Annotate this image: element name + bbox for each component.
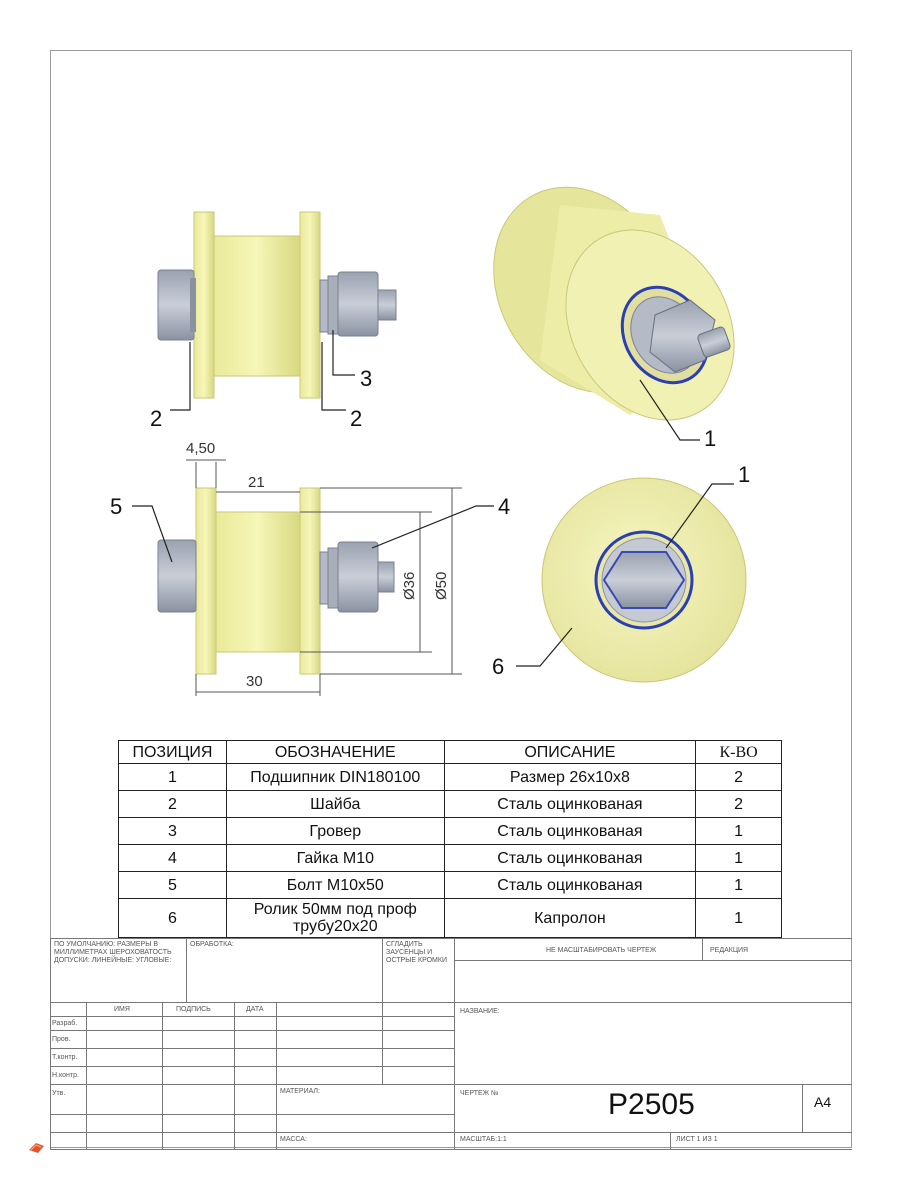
material-label: МАТЕРИАЛ: <box>280 1088 320 1095</box>
cell-pos: 2 <box>119 791 227 818</box>
sheet-label: ЛИСТ 1 ИЗ 1 <box>676 1136 718 1143</box>
cell-desc: Сталь оцинкованая <box>444 845 696 872</box>
drawing-no-label: ЧЕРТЕЖ № <box>460 1090 499 1097</box>
table-row <box>119 899 782 938</box>
cell-pos: 1 <box>119 764 227 791</box>
cell-name: Гайка М10 <box>226 845 444 872</box>
table-row <box>119 845 782 872</box>
cell-pos: 5 <box>119 872 227 899</box>
corner-mark-icon <box>28 1140 46 1154</box>
col-sign-label: ПОДПИСЬ <box>176 1006 211 1013</box>
edges-label: СГЛАДИТЬ ЗАУСЕНЦЫ И ОСТРЫЕ КРОМКИ <box>386 941 448 964</box>
cell-name: Шайба <box>226 791 444 818</box>
tolerance-label: ПО УМОЛЧАНИЮ: РАЗМЕРЫ В МИЛЛИМЕТРАХ ШЕРОХОВАТОСТЬ ДОПУСКИ: ЛИНЕЙНЫЕ: УГЛОВЫЕ: <box>54 941 172 964</box>
callout-1-iso: 1 <box>704 426 717 451</box>
cell-pos: 6 <box>119 899 227 938</box>
front-view <box>492 462 750 682</box>
cell-qty: 1 <box>696 899 782 938</box>
row-dev-label: Разраб. <box>52 1020 78 1027</box>
row-check-label: Пров. <box>52 1036 71 1043</box>
callout-5: 5 <box>110 494 123 519</box>
table-row <box>119 791 782 818</box>
dim-flange: 4,50 <box>186 440 216 457</box>
callout-2-right: 2 <box>350 406 363 431</box>
header-description: ОПИСАНИЕ <box>444 741 696 764</box>
dim-diameter-outer: Ø50 <box>433 571 450 600</box>
cell-qty: 2 <box>696 791 782 818</box>
col-date-label: ДАТА <box>246 1006 264 1013</box>
col-name-label: ИМЯ <box>114 1006 130 1013</box>
header-position: ПОЗИЦИЯ <box>119 741 227 764</box>
dim-inner-width: 21 <box>248 474 265 491</box>
scale-label: МАСШТАБ:1:1 <box>460 1136 507 1143</box>
drawing-number: P2505 <box>608 1088 695 1121</box>
sheet-size: A4 <box>814 1094 832 1110</box>
cell-name: Болт М10x50 <box>226 872 444 899</box>
table-row <box>119 764 782 791</box>
callout-1-front: 1 <box>738 462 751 487</box>
title-label: НАЗВАНИЕ: <box>460 1008 500 1015</box>
isometric-view <box>457 154 767 451</box>
mass-label: МАССА: <box>280 1136 307 1143</box>
side-view-dimensioned <box>110 440 510 696</box>
cell-desc: Сталь оцинкованая <box>444 818 696 845</box>
cell-qty: 1 <box>696 872 782 899</box>
table-row <box>119 818 782 845</box>
cell-qty: 2 <box>696 764 782 791</box>
cell-pos: 4 <box>119 845 227 872</box>
no-scale-label: НЕ МАСШТАБИРОВАТЬ ЧЕРТЕЖ <box>546 947 657 954</box>
cell-desc: Капролон <box>444 899 696 938</box>
callout-6: 6 <box>492 654 505 679</box>
callout-2-left: 2 <box>150 406 163 431</box>
callout-4: 4 <box>498 494 511 519</box>
cell-name: Ролик 50мм под проф трубу20x20 <box>226 899 444 938</box>
cell-desc: Размер 26x10x8 <box>444 764 696 791</box>
row-norm-label: Н.контр. <box>52 1072 79 1079</box>
revision-label: РЕДАКЦИЯ <box>710 947 749 954</box>
side-view-top <box>150 212 396 431</box>
finish-label: ОБРАБОТКА: <box>190 941 234 948</box>
title-block <box>50 938 852 1150</box>
dim-overall-width: 30 <box>246 673 263 690</box>
cell-qty: 1 <box>696 845 782 872</box>
header-quantity: К-ВО <box>696 741 782 764</box>
row-tech-label: Т.контр. <box>52 1054 78 1061</box>
cell-pos: 3 <box>119 818 227 845</box>
cell-name: Подшипник DIN180100 <box>226 764 444 791</box>
cell-desc: Сталь оцинкованая <box>444 872 696 899</box>
cell-name: Гровер <box>226 818 444 845</box>
cell-desc: Сталь оцинкованая <box>444 791 696 818</box>
callout-3: 3 <box>360 366 373 391</box>
row-approved-label: Утв. <box>52 1090 66 1097</box>
dim-diameter-inner: Ø36 <box>401 571 418 600</box>
cell-qty: 1 <box>696 818 782 845</box>
header-designation: ОБОЗНАЧЕНИЕ <box>226 741 444 764</box>
parts-table-header <box>119 741 782 764</box>
parts-table <box>118 740 782 938</box>
table-row <box>119 872 782 899</box>
